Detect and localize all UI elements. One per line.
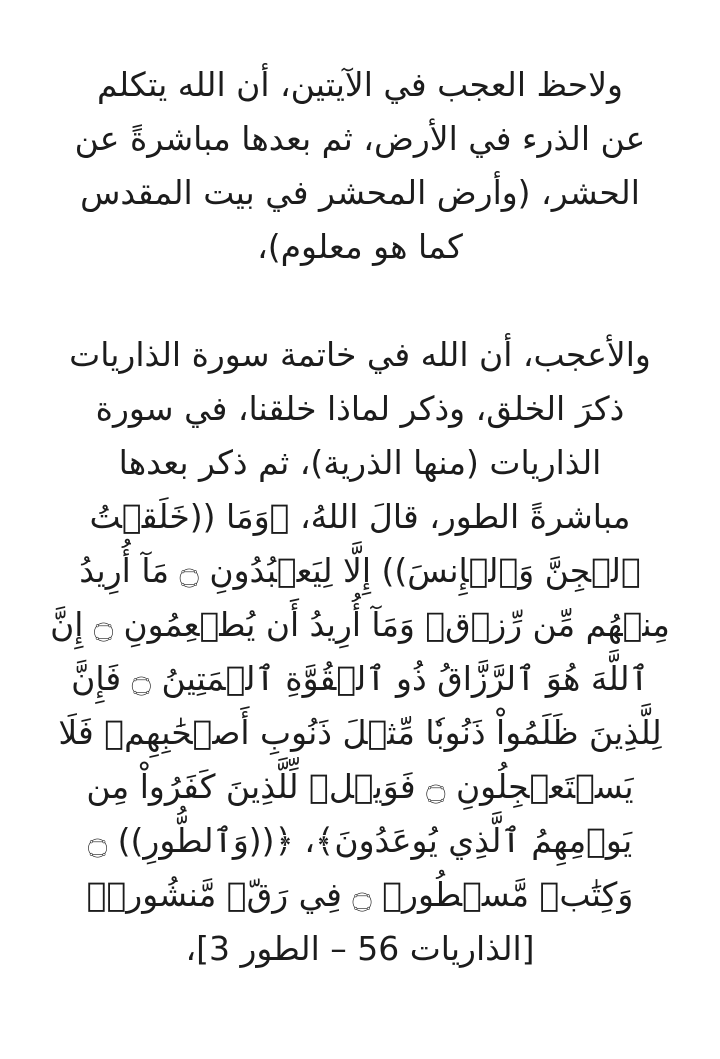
quran-verse-line: وَكِتَٰبٖ مَّسۡطُورٖ ۝ فِي رَقّٖ مَّنشُورٖ﴾ [86,875,634,914]
paragraph-2 [50,328,670,976]
quran-verse-line: ٱلۡجِنَّ وَٱلۡإِنسَ)) إِلَّا لِيَعۡبُدُونِ ۝ مَآ أُرِيدُ [79,551,641,590]
text-line: ذكرَ الخلق، وذكر لماذا خلقنا، في سورة [95,389,625,428]
quran-verse-line: يَسۡتَعۡجِلُونِ ۝ فَوَيۡلٞ لِّلَّذِينَ كَفَرُواْ مِن [86,767,634,806]
text-line: مباشرةً الطور، قالَ اللهُ، ﴿وَمَا ((خَلَقۡتُ [89,497,631,536]
quran-verse-line: مِنۡهُم مِّن رِّزۡقٖ وَمَآ أُرِيدُ أَن يُطۡعِمُونِ ۝ إِنَّ [50,605,670,644]
text-line: ولاحظ العجب في الآيتين، أن الله يتكلم [97,65,623,104]
citation-line: [الذاريات 56 – الطور 3]، [185,929,535,968]
text-line: الحشر، (وأرض المحشر في بيت المقدس [80,173,640,212]
quran-verse-line: لِلَّذِينَ ظَلَمُواْ ذَنُوبٗا مِّثۡلَ ذَنُوبِ أَصۡحَٰبِهِمۡ فَلَا [58,713,662,752]
text-line: كما هو معلوم)، [257,227,463,266]
quran-verse-line: يَوۡمِهِمُ ٱلَّذِي يُوعَدُونَ﴾، ﴿((وَٱلطُّورِ)) ۝ [87,821,633,860]
quran-verse-line: ٱللَّهَ هُوَ ٱلرَّزَّاقُ ذُو ٱلۡقُوَّةِ ٱلۡمَتِينُ ۝ فَإِنَّ [71,659,649,698]
text-line: والأعجب، أن الله في خاتمة سورة الذاريات [69,335,651,374]
text-line: الذاريات (منها الذرية)، ثم ذكر بعدها [118,443,602,482]
paragraph-1 [50,58,670,274]
text-line: عن الذرء في الأرض، ثم بعدها مباشرةً عن [74,119,646,158]
